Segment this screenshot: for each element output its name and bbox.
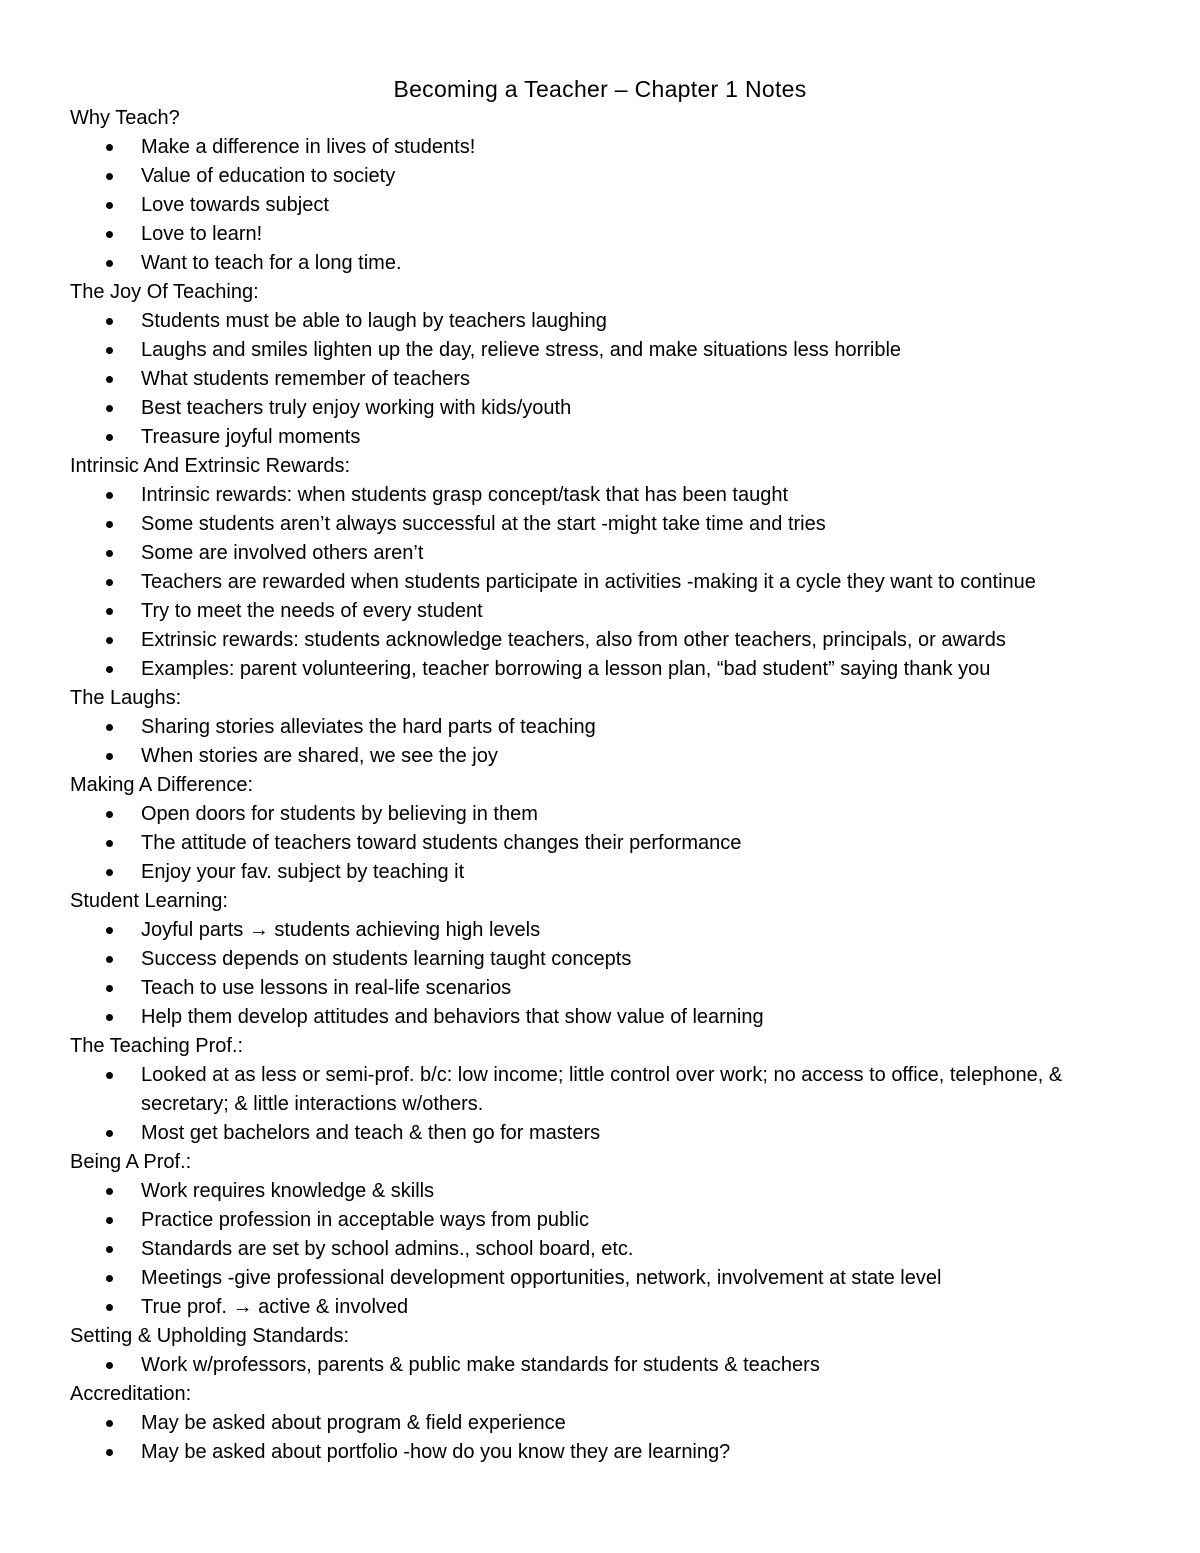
bullet-icon	[106, 173, 113, 180]
list-item	[70, 713, 1130, 742]
list-item-text: Open doors for students by believing in them	[141, 803, 538, 825]
bullet-icon	[106, 492, 113, 499]
list-item	[70, 423, 1130, 452]
bullet-icon	[106, 1362, 113, 1369]
list-item-text: Try to meet the needs of every student	[141, 600, 483, 622]
list-item	[70, 829, 1130, 858]
list-item	[70, 1177, 1130, 1206]
notes-section	[70, 452, 1130, 684]
bullet-icon	[106, 1275, 113, 1282]
list-item-text: Students must be able to laugh by teachers laughing	[141, 310, 607, 332]
list-item-text: Want to teach for a long time.	[141, 252, 402, 274]
bullet-icon	[106, 753, 113, 760]
list-item	[70, 394, 1130, 423]
notes-section	[70, 771, 1130, 887]
list-item	[70, 1119, 1130, 1148]
list-item	[70, 626, 1130, 655]
section-heading: Student Learning:	[70, 890, 228, 912]
section-heading: Intrinsic And Extrinsic Rewards:	[70, 455, 351, 477]
list-item-text: Love towards subject	[141, 194, 329, 216]
bullet-list	[70, 916, 1130, 1032]
list-item-text: What students remember of teachers	[141, 368, 471, 390]
bullet-list	[70, 307, 1130, 452]
list-item-text: Extrinsic rewards: students acknowledge teachers, also from other teachers, principals, or awards	[141, 629, 1006, 651]
list-item-text: When stories are shared, we see the joy	[141, 745, 498, 767]
list-item-text: Work w/professors, parents & public make standards for students & teachers	[141, 1354, 820, 1376]
list-item	[70, 162, 1130, 191]
notes-section	[70, 1148, 1130, 1322]
bullet-icon	[106, 260, 113, 267]
notes-section	[70, 684, 1130, 771]
list-item	[70, 1061, 1130, 1119]
bullet-icon	[106, 1188, 113, 1195]
bullet-icon	[106, 550, 113, 557]
list-item	[70, 1264, 1130, 1293]
section-heading: Setting & Upholding Standards:	[70, 1325, 350, 1347]
page-title: Becoming a Teacher – Chapter 1 Notes	[393, 76, 807, 102]
section-heading: Accreditation:	[70, 1383, 192, 1405]
bullet-icon	[106, 1130, 113, 1137]
list-item	[70, 336, 1130, 365]
list-item-text: May be asked about portfolio -how do you know they are learning?	[141, 1441, 731, 1463]
bullet-icon	[106, 376, 113, 383]
list-item-text: Love to learn!	[141, 223, 263, 245]
bullet-icon	[106, 1014, 113, 1021]
list-item-text: Help them develop attitudes and behaviors that show value of learning	[141, 1006, 764, 1028]
list-item	[70, 974, 1130, 1003]
list-item-text: Looked at as less or semi-prof. b/c: low income; little control over work; no access to office, telephone, & secretary; & little interactions w/others.	[141, 1064, 1063, 1115]
list-item-text: True prof. → active & involved	[141, 1296, 409, 1318]
list-item	[70, 1351, 1130, 1380]
list-item	[70, 133, 1130, 162]
bullet-icon	[106, 637, 113, 644]
list-item	[70, 220, 1130, 249]
list-item-text: Teach to use lessons in real-life scenarios	[141, 977, 512, 999]
list-item	[70, 1206, 1130, 1235]
bullet-list	[70, 713, 1130, 771]
bullet-icon	[106, 724, 113, 731]
notes-section	[70, 278, 1130, 452]
notes-section	[70, 1380, 1130, 1467]
bullet-icon	[106, 840, 113, 847]
list-item	[70, 1409, 1130, 1438]
bullet-icon	[106, 1072, 113, 1079]
list-item	[70, 945, 1130, 974]
bullet-icon	[106, 1420, 113, 1427]
list-item-text: Sharing stories alleviates the hard parts of teaching	[141, 716, 596, 738]
list-item	[70, 307, 1130, 336]
list-item	[70, 249, 1130, 278]
bullet-list	[70, 1351, 1130, 1380]
bullet-icon	[106, 144, 113, 151]
list-item	[70, 1438, 1130, 1467]
list-item-text: Treasure joyful moments	[141, 426, 361, 448]
bullet-list	[70, 481, 1130, 684]
list-item-text: Success depends on students learning taught concepts	[141, 948, 632, 970]
bullet-list	[70, 800, 1130, 887]
bullet-icon	[106, 956, 113, 963]
list-item-text: Value of education to society	[141, 165, 396, 187]
list-item-text: Standards are set by school admins., school board, etc.	[141, 1238, 634, 1260]
bullet-icon	[106, 985, 113, 992]
bullet-icon	[106, 202, 113, 209]
notes-section	[70, 104, 1130, 278]
list-item	[70, 655, 1130, 684]
bullet-icon	[106, 347, 113, 354]
bullet-icon	[106, 579, 113, 586]
list-item-text: Examples: parent volunteering, teacher borrowing a lesson plan, “bad student” saying thank you	[141, 658, 991, 680]
bullet-icon	[106, 434, 113, 441]
bullet-icon	[106, 1217, 113, 1224]
bullet-icon	[106, 521, 113, 528]
list-item-text: Most get bachelors and teach & then go for masters	[141, 1122, 601, 1144]
list-item-text: Intrinsic rewards: when students grasp concept/task that has been taught	[141, 484, 789, 506]
list-item-text: The attitude of teachers toward students changes their performance	[141, 832, 742, 854]
list-item	[70, 510, 1130, 539]
bullet-list	[70, 1409, 1130, 1467]
bullet-icon	[106, 811, 113, 818]
bullet-icon	[106, 608, 113, 615]
list-item	[70, 1003, 1130, 1032]
section-heading: Making A Difference:	[70, 774, 254, 796]
list-item	[70, 858, 1130, 887]
bullet-list	[70, 1061, 1130, 1148]
list-item-text: Make a difference in lives of students!	[141, 136, 476, 158]
list-item	[70, 916, 1130, 945]
bullet-icon	[106, 1449, 113, 1456]
section-heading: The Teaching Prof.:	[70, 1035, 244, 1057]
list-item	[70, 191, 1130, 220]
bullet-icon	[106, 927, 113, 934]
list-item-text: Joyful parts → students achieving high levels	[141, 919, 541, 941]
list-item-text: Some students aren’t always successful at the start -might take time and tries	[141, 513, 826, 535]
list-item-text: Practice profession in acceptable ways from public	[141, 1209, 589, 1231]
list-item	[70, 1293, 1130, 1322]
bullet-icon	[106, 405, 113, 412]
list-item	[70, 1235, 1130, 1264]
section-heading: Why Teach?	[70, 107, 180, 129]
section-heading: The Laughs:	[70, 687, 182, 709]
list-item-text: Best teachers truly enjoy working with kids/youth	[141, 397, 572, 419]
list-item-text: Work requires knowledge & skills	[141, 1180, 435, 1202]
list-item	[70, 539, 1130, 568]
bullet-icon	[106, 869, 113, 876]
notes-section	[70, 1032, 1130, 1148]
bullet-icon	[106, 231, 113, 238]
list-item	[70, 597, 1130, 626]
list-item-text: Meetings -give professional development opportunities, network, involvement at state level	[141, 1267, 942, 1289]
bullet-list	[70, 1177, 1130, 1322]
list-item-text: May be asked about program & field experience	[141, 1412, 566, 1434]
list-item	[70, 800, 1130, 829]
notes-section	[70, 1322, 1130, 1380]
bullet-icon	[106, 318, 113, 325]
bullet-list	[70, 133, 1130, 278]
bullet-icon	[106, 666, 113, 673]
list-item-text: Some are involved others aren’t	[141, 542, 424, 564]
bullet-icon	[106, 1304, 113, 1311]
notes-section	[70, 887, 1130, 1032]
section-heading: The Joy Of Teaching:	[70, 281, 259, 303]
list-item-text: Enjoy your fav. subject by teaching it	[141, 861, 465, 883]
list-item	[70, 742, 1130, 771]
list-item	[70, 481, 1130, 510]
section-heading: Being A Prof.:	[70, 1151, 192, 1173]
notes-body	[70, 104, 1130, 1467]
list-item-text: Laughs and smiles lighten up the day, relieve stress, and make situations less horrible	[141, 339, 902, 361]
list-item	[70, 365, 1130, 394]
list-item	[70, 568, 1130, 597]
bullet-icon	[106, 1246, 113, 1253]
list-item-text: Teachers are rewarded when students participate in activities -making it a cycle they want to continue	[141, 571, 1036, 593]
